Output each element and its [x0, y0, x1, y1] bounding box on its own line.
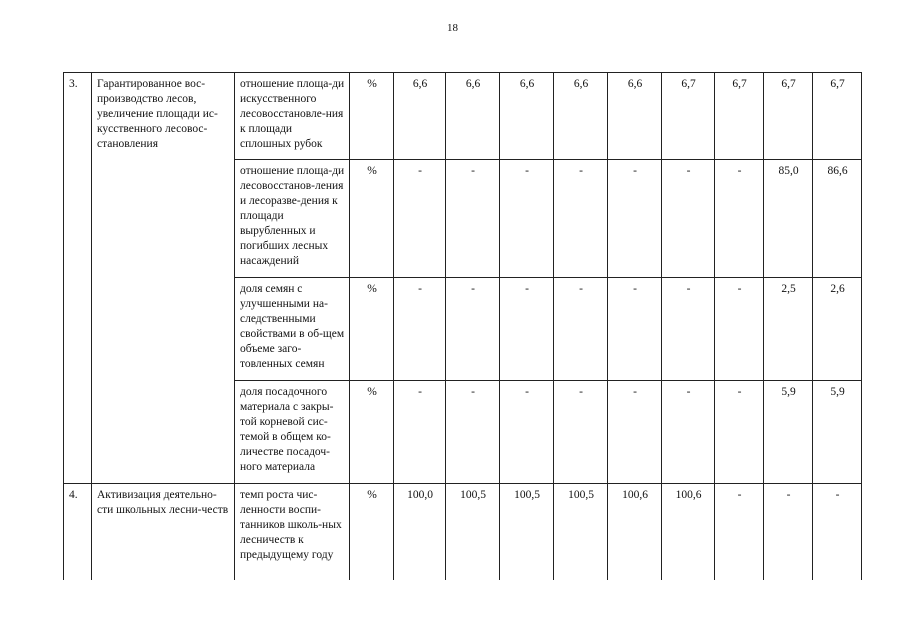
- value-cell: -: [608, 160, 662, 278]
- value-cell: 6,7: [662, 73, 715, 160]
- value-cell: -: [446, 160, 500, 278]
- indicator-name: доля семян с улучшенными на-следственными свойствами в об-щем объеме заго-товленных семян: [235, 278, 350, 381]
- value-cell: -: [608, 381, 662, 484]
- row-number: 3.: [64, 73, 92, 484]
- indicator-name: отношение площа-ди искусственного лесовосстановле-ния к площади сплошных рубок: [235, 73, 350, 160]
- value-cell: -: [394, 160, 446, 278]
- value-cell: -: [662, 160, 715, 278]
- value-cell: 100,0: [394, 484, 446, 580]
- value-cell: -: [500, 160, 554, 278]
- value-cell: -: [715, 484, 764, 580]
- indicator-name: темп роста чис-ленности воспи-танников школь-ных лесничеств к предыдущему году: [235, 484, 350, 580]
- value-cell: 6,6: [554, 73, 608, 160]
- row-number: 4.: [64, 484, 92, 580]
- indicators-table: [63, 72, 862, 580]
- value-cell: -: [715, 278, 764, 381]
- value-cell: 6,6: [608, 73, 662, 160]
- value-cell: -: [446, 278, 500, 381]
- unit-cell: %: [350, 160, 394, 278]
- value-cell: -: [554, 278, 608, 381]
- unit-cell: %: [350, 73, 394, 160]
- value-cell: 2,6: [813, 278, 862, 381]
- unit-cell: %: [350, 278, 394, 381]
- value-cell: -: [715, 160, 764, 278]
- value-cell: 6,7: [715, 73, 764, 160]
- value-cell: 85,0: [764, 160, 813, 278]
- indicator-name: доля посадочного материала с закры-той корневой сис-темой в общем ко-личестве посадоч-ного материала: [235, 381, 350, 484]
- value-cell: -: [554, 381, 608, 484]
- page-number: 18: [447, 22, 458, 34]
- value-cell: -: [608, 278, 662, 381]
- value-cell: 6,6: [500, 73, 554, 160]
- value-cell: 100,5: [446, 484, 500, 580]
- value-cell: -: [394, 381, 446, 484]
- task-description: Гарантированное вос-производство лесов, увеличение площади ис-кусственного лесовос-становления: [92, 73, 235, 484]
- value-cell: -: [446, 381, 500, 484]
- value-cell: 5,9: [813, 381, 862, 484]
- value-cell: -: [500, 278, 554, 381]
- value-cell: 6,7: [813, 73, 862, 160]
- value-cell: -: [813, 484, 862, 580]
- value-cell: -: [394, 278, 446, 381]
- value-cell: 6,7: [764, 73, 813, 160]
- value-cell: 86,6: [813, 160, 862, 278]
- value-cell: 100,6: [608, 484, 662, 580]
- value-cell: -: [500, 381, 554, 484]
- value-cell: -: [662, 278, 715, 381]
- value-cell: 5,9: [764, 381, 813, 484]
- unit-cell: %: [350, 484, 394, 580]
- table-row: [64, 73, 862, 160]
- value-cell: 6,6: [446, 73, 500, 160]
- task-description: Активизация деятельно-сти школьных лесни-честв: [92, 484, 235, 580]
- value-cell: 6,6: [394, 73, 446, 160]
- value-cell: 100,6: [662, 484, 715, 580]
- value-cell: -: [764, 484, 813, 580]
- value-cell: -: [662, 381, 715, 484]
- value-cell: 100,5: [500, 484, 554, 580]
- value-cell: -: [715, 381, 764, 484]
- value-cell: 2,5: [764, 278, 813, 381]
- value-cell: 100,5: [554, 484, 608, 580]
- table-row: [64, 484, 862, 580]
- value-cell: -: [554, 160, 608, 278]
- indicator-name: отношение площа-ди лесовосстанов-ления и лесоразве-дения к площади вырубленных и погибших лесных насаждений: [235, 160, 350, 278]
- unit-cell: %: [350, 381, 394, 484]
